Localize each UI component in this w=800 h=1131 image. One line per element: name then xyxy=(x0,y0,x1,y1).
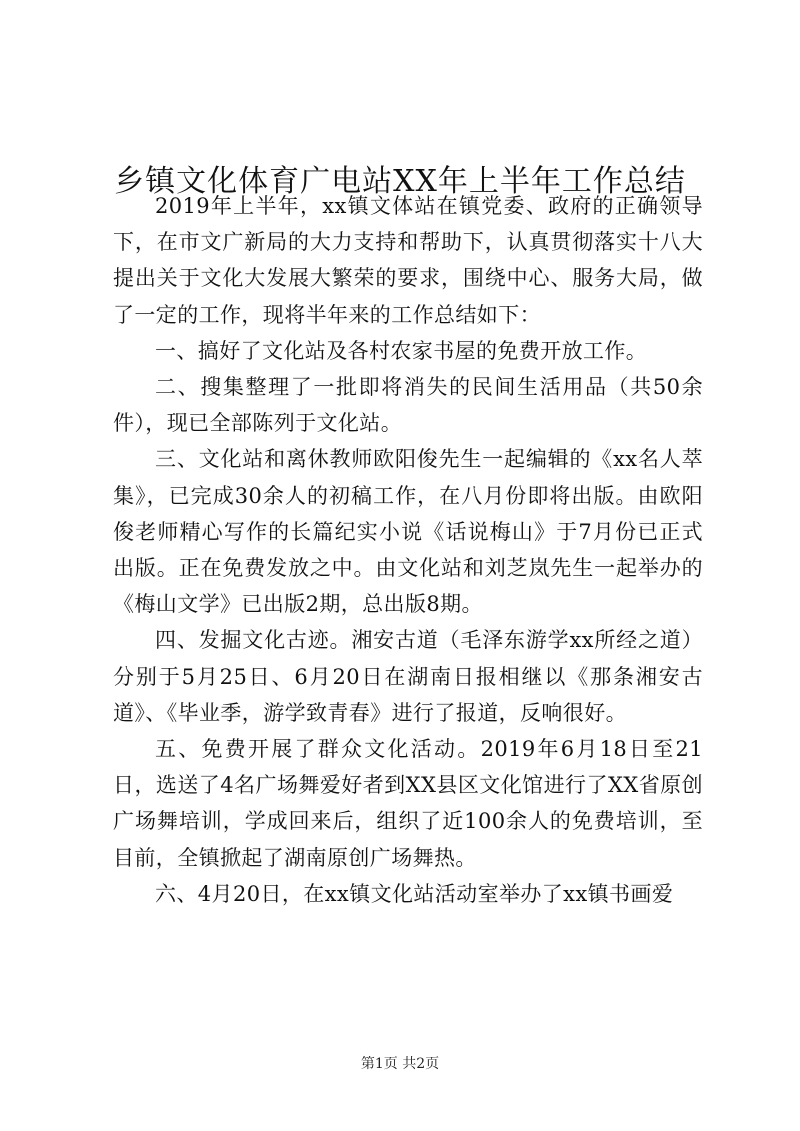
document-body xyxy=(113,188,703,912)
paragraph-item-3: 三、文化站和离休教师欧阳俊先生一起编辑的《xx名人萃集》，已完成30余人的初稿工作，在八月份即将出版。由欧阳俊老师精心写作的长篇纪实小说《话说梅山》于7月份已正式出版。正在免费发放之中。由文化站和刘芝岚先生一起举办的《梅山文学》已出版2期，总出版8期。 xyxy=(113,447,703,617)
paragraph-intro: 2019年上半年，xx镇文体站在镇党委、政府的正确领导下，在市文广新局的大力支持和帮助下，认真贯彻落实十八大提出关于文化大发展大繁荣的要求，围绕中心、服务大局，做了一定的工作，现将半年来的工作总结如下： xyxy=(113,194,703,327)
paragraph-item-5: 五、免费开展了群众文化活动。2019年6月18日至21日，选送了4名广场舞爱好者到XX县区文化馆进行了XX省原创广场舞培训，学成回来后，组织了近100余人的免费培训，至目前，全镇掀起了湖南原创广场舞热。 xyxy=(113,737,703,870)
page-number-footer: 第1页 共2页 xyxy=(360,1056,440,1072)
paragraph-item-2: 二、搜集整理了一批即将消失的民间生活用品（共50余件），现已全部陈列于文化站。 xyxy=(113,375,703,436)
paragraph-item-6: 六、4月20日，在xx镇文化站活动室举办了xx镇书画爱 xyxy=(155,881,674,906)
document-title: 乡镇文化体育广电站XX年上半年工作总结 xyxy=(114,164,686,200)
paragraph-item-1: 一、搞好了文化站及各村农家书屋的免费开放工作。 xyxy=(155,338,648,363)
paragraph-item-4: 四、发掘文化古迹。湘安古道（毛泽东游学xx所经之道）分别于5月25日、6月20日在湖南日报相继以《那条湘安古道》、《毕业季，游学致青春》进行了报道，反响很好。 xyxy=(113,628,703,725)
